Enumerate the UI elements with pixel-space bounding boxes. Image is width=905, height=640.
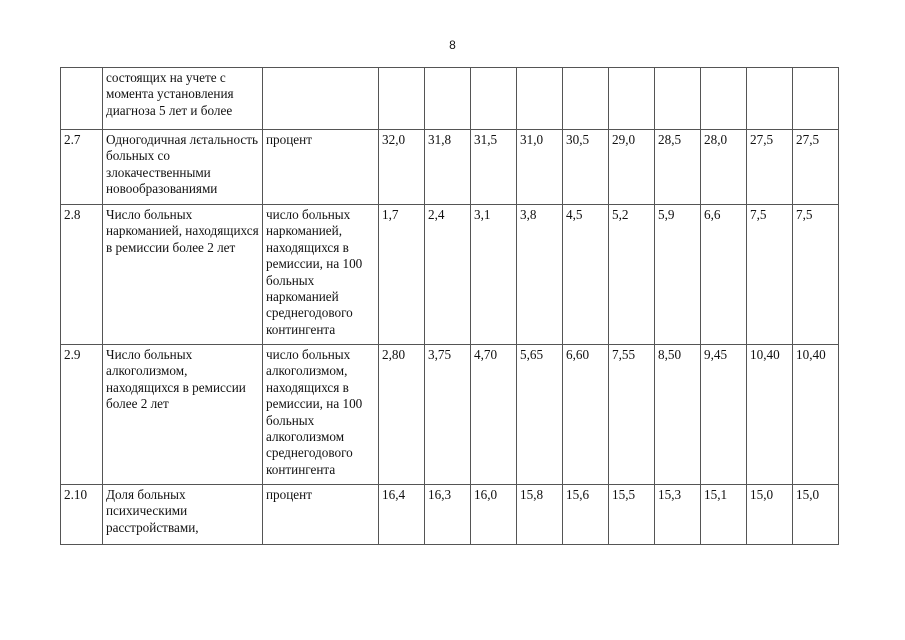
table-row (61, 485, 839, 545)
value-cell (747, 68, 793, 130)
value-cell: 15,3 (655, 485, 701, 545)
value-cell: 4,5 (563, 205, 609, 345)
value-cell: 3,75 (425, 345, 471, 485)
table-body (61, 68, 839, 545)
data-table (60, 67, 839, 545)
table-row (61, 68, 839, 130)
table-row (61, 205, 839, 345)
value-cell: 16,4 (379, 485, 425, 545)
value-cell: 3,1 (471, 205, 517, 345)
unit-cell: процент (263, 130, 379, 205)
value-cell (609, 68, 655, 130)
table-row (61, 345, 839, 485)
value-cell: 15,5 (609, 485, 655, 545)
indicator-name-cell: Доля больных психическими расстройствами, (103, 485, 263, 545)
value-cell: 3,8 (517, 205, 563, 345)
value-cell: 10,40 (793, 345, 839, 485)
value-cell: 15,0 (747, 485, 793, 545)
row-number-cell: 2.8 (61, 205, 103, 345)
value-cell: 7,5 (747, 205, 793, 345)
value-cell: 27,5 (793, 130, 839, 205)
page-number: 8 (449, 38, 456, 52)
row-number-cell: 2.9 (61, 345, 103, 485)
value-cell: 8,50 (655, 345, 701, 485)
value-cell: 5,2 (609, 205, 655, 345)
row-number-cell (61, 68, 103, 130)
value-cell: 30,5 (563, 130, 609, 205)
value-cell: 6,6 (701, 205, 747, 345)
indicator-name-cell: состоящих на учете с момента установления диагноза 5 лет и более (103, 68, 263, 130)
indicator-name-cell: Одногодичная лєтальность больных со злокачественными новообразованиями (103, 130, 263, 205)
value-cell (471, 68, 517, 130)
indicator-name-cell: Число больных алкоголизмом, находящихся в ремиссии более 2 лет (103, 345, 263, 485)
unit-cell: процент (263, 485, 379, 545)
value-cell: 4,70 (471, 345, 517, 485)
value-cell: 31,5 (471, 130, 517, 205)
value-cell: 15,6 (563, 485, 609, 545)
unit-cell: число больных наркоманией, находящихся в ремиссии, на 100 больных наркоманией среднегодового контингента (263, 205, 379, 345)
value-cell: 5,65 (517, 345, 563, 485)
value-cell: 31,0 (517, 130, 563, 205)
value-cell: 7,55 (609, 345, 655, 485)
value-cell (563, 68, 609, 130)
value-cell: 2,4 (425, 205, 471, 345)
table-row (61, 130, 839, 205)
value-cell: 5,9 (655, 205, 701, 345)
value-cell: 28,0 (701, 130, 747, 205)
row-number-cell: 2.7 (61, 130, 103, 205)
value-cell (701, 68, 747, 130)
value-cell: 2,80 (379, 345, 425, 485)
value-cell: 27,5 (747, 130, 793, 205)
unit-cell: число больных алкоголизмом, находящихся в ремиссии, на 100 больных алкоголизмом среднегодового контингента (263, 345, 379, 485)
value-cell: 6,60 (563, 345, 609, 485)
value-cell (425, 68, 471, 130)
value-cell: 16,3 (425, 485, 471, 545)
value-cell: 15,8 (517, 485, 563, 545)
value-cell: 1,7 (379, 205, 425, 345)
row-number-cell: 2.10 (61, 485, 103, 545)
unit-cell (263, 68, 379, 130)
value-cell: 15,0 (793, 485, 839, 545)
value-cell (517, 68, 563, 130)
value-cell: 7,5 (793, 205, 839, 345)
value-cell: 31,8 (425, 130, 471, 205)
value-cell (379, 68, 425, 130)
value-cell: 16,0 (471, 485, 517, 545)
value-cell (793, 68, 839, 130)
value-cell (655, 68, 701, 130)
value-cell: 15,1 (701, 485, 747, 545)
value-cell: 28,5 (655, 130, 701, 205)
indicator-name-cell: Число больных наркоманией, находящихся в ремиссии более 2 лет (103, 205, 263, 345)
value-cell: 9,45 (701, 345, 747, 485)
value-cell: 10,40 (747, 345, 793, 485)
value-cell: 32,0 (379, 130, 425, 205)
value-cell: 29,0 (609, 130, 655, 205)
